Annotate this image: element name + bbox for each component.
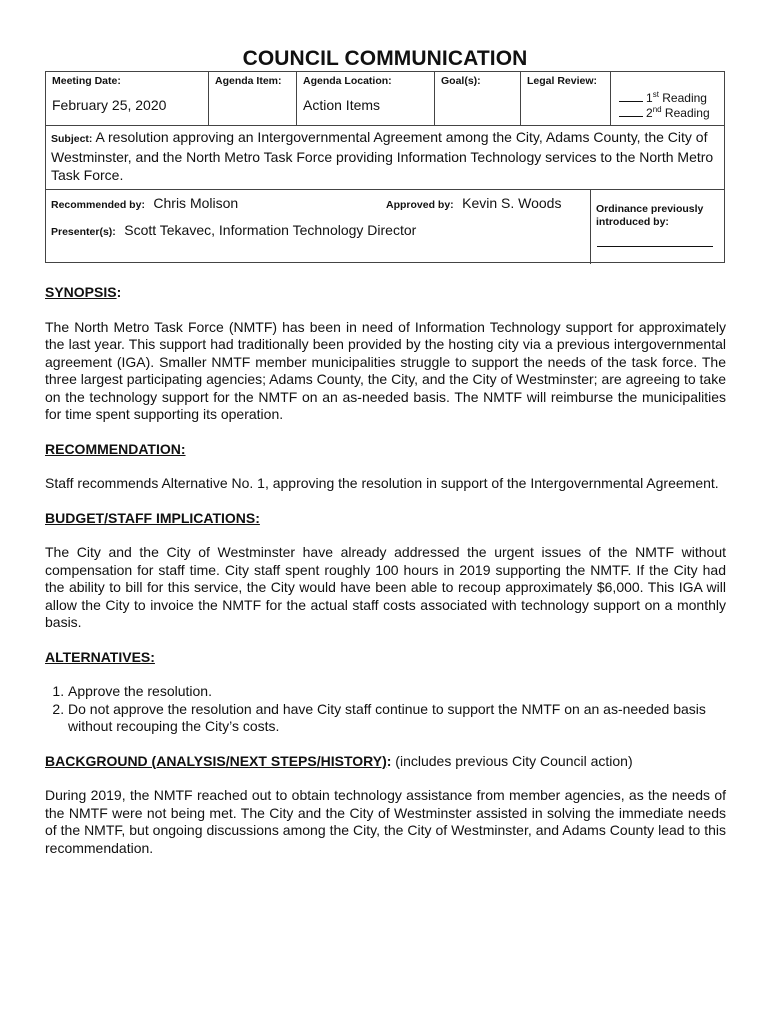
synopsis-text: The North Metro Task Force (NMTF) has been in need of Information Technology support for approximately the last year. This support had traditionally been provided by the hosting city via a previous intergovernmental agreement (IGA). Smaller NMTF member municipalities struggle to support the needs of the task force. The three largest participating agencies; Adams County, the City, and the City of Westminster; are agreeing to take on the technology support for the NMTF on an as-needed basis. The NMTF will reimburse the municipalities for time spent supporting its operation. [45, 318, 726, 422]
alternatives-list [45, 683, 726, 736]
reading-cell [611, 72, 724, 125]
presenter: Presenter(s): Scott Tekavec, Information Technology Director [51, 222, 417, 238]
document-body [45, 284, 726, 874]
synopsis-heading: SYNOPSIS: [45, 284, 122, 300]
first-reading: 1st Reading [619, 90, 707, 105]
legal-review-cell [521, 72, 611, 125]
ordinance-blank[interactable] [597, 246, 713, 247]
meeting-date-cell [46, 72, 209, 125]
goals-cell [435, 72, 521, 125]
subject-text: A resolution approving an Intergovernmental Agreement among the City, Adams County, the City of Westminster, and the North Metro Task Force providing Information Technology services to the North Metro Task Force. [51, 129, 714, 183]
second-reading: 2nd Reading [619, 105, 710, 120]
agenda-location-label: Agenda Location: [303, 75, 392, 87]
recommendation-heading: RECOMMENDATION: [45, 440, 186, 457]
agenda-location-cell [297, 72, 435, 125]
budget-heading: BUDGET/STAFF IMPLICATIONS: [45, 509, 260, 526]
meeting-date-value: February 25, 2020 [52, 97, 167, 113]
ordinance-label: Ordinance previously introduced by: [596, 203, 704, 228]
subject-label: Subject: [51, 133, 93, 145]
first-reading-blank[interactable] [619, 91, 643, 102]
background-heading: BACKGROUND (ANALYSIS/NEXT STEPS/HISTORY): (includes previous City Council action) [45, 752, 633, 769]
page-title: COUNCIL COMMUNICATION [242, 47, 528, 70]
ordinance-cell [590, 190, 725, 264]
recommended-by: Recommended by: Chris Molison [51, 195, 239, 211]
approved-by: Approved by: Kevin S. Woods [386, 195, 562, 211]
budget-text: The City and the City of Westminster have already addressed the urgent issues of the NMTF without compensation for staff time. City staff spent roughly 100 hours in 2019 supporting the NMTF. If the City had the ability to bill for this service, the City would have been able to recoup approximately $6,000. This IGA will allow the City to invoice the NMTF for the actual staff costs associated with technology support on a monthly basis. [45, 544, 726, 630]
meeting-date-label: Meeting Date: [52, 75, 121, 87]
header-row [46, 72, 724, 126]
people-row [46, 189, 724, 264]
legal-review-label: Legal Review: [527, 75, 598, 87]
subject-block [51, 128, 719, 184]
agenda-item-cell [209, 72, 297, 125]
background-text: During 2019, the NMTF reached out to obtain technology assistance from member agencies, as the needs of the NMTF were not being met. The City and the City of Westminster assisted in solving the immediate needs of the NMTF, but ongoing discussions among the City, the City of Westminster, and Adams County lead to this recommendation. [45, 787, 726, 856]
recommendation-text: Staff recommends Alternative No. 1, approving the resolution in support of the Intergovernmental Agreement. [45, 475, 719, 491]
list-item: 2. Do not approve the resolution and have City staff continue to support the NMTF on an as-needed basis without recouping the City’s costs. [68, 701, 726, 736]
goals-label: Goal(s): [441, 75, 481, 87]
second-reading-blank[interactable] [619, 106, 643, 117]
agenda-item-label: Agenda Item: [215, 75, 282, 87]
agenda-location-value: Action Items [303, 97, 381, 113]
list-item: 1. Approve the resolution. [68, 683, 726, 701]
alternatives-heading: ALTERNATIVES: [45, 648, 155, 665]
header-table [45, 71, 725, 263]
